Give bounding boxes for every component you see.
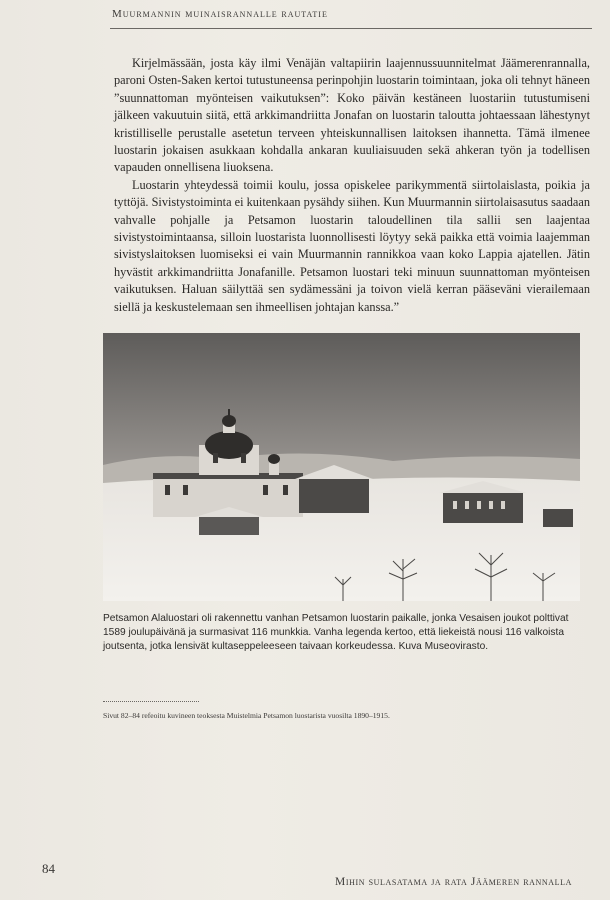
footnote: Sivut 82–84 refeoitu kuvineen teoksesta Muistelmia Petsamon luostarista vuosilta 1890–1915.	[103, 711, 390, 720]
paragraph: Luostarin yhteydessä toimii koulu, jossa opiskelee parikymmentä siirtolaislasta, poikia ja tyttöjä. Sivistystoiminta ei kuitenkaan pysähdy siihen. Kun Muurmannin siirtolaisasutus saadaan vahvalle pohjalle ja Petsamon luostarin taloudellinen tila sallii sen laajentaa sivistystoimintaansa, silloin luostarista luonnollisesti löytyy sekä paikka että voimia laajemman sivistyslaitoksen luomiseksi ei vain Muurmannin rannikkoa vaan koko Lappia ajatellen. Jätin hyvästit arkkimandriitta Jonafanille. Petsamon luostari teki minuun suunnattoman myönteisen vaikutuksen. Haluan säilyttää sen sydämessäni ja toivon vielä kerran pääseväni vierailemaan siellä ja keskustelemaan sen ihmeellisen johtajan kanssa.”	[114, 177, 590, 314]
header-rule	[110, 28, 592, 29]
footnote-rule	[103, 701, 199, 702]
running-head: Muurmannin muinaisrannalle rautatie	[112, 8, 328, 20]
body-text	[114, 55, 590, 316]
page-number: 84	[42, 861, 55, 876]
paragraph: Kirjelmässään, josta käy ilmi Venäjän valtapiirin laajennussuunnitelmat Jäämerenrannalla, paroni Osten-Saken kertoi tutustuneensa perinpohjin luostarin toimintaan, joka oli tehnyt häneen ”suunnattoman myönteisen vaikutuksen”: Koko päivän kestäneen luostariin tutustumiseni jälkeen vakuutuin siitä, että arkkimandriitta Jonafan on luostarin taloutta johtaessaan lähestynyt kristilliselle perustalle asetetun terveen yhteiskunnallisen laitoksen ihannetta. Tämä ilmenee luostarin jokaisen asukkaan kohdalla ankaran kuuliaisuuden sekä ahkeran työn ja todellisen vapauden onnellisena liuoksena.	[114, 56, 590, 175]
monastery-photo-illustration	[103, 333, 580, 601]
monastery-photo	[103, 333, 580, 601]
running-foot: Mihin sulasatama ja rata Jäämeren rannalla	[335, 876, 572, 888]
photo-caption: Petsamon Alaluostari oli rakennettu vanhan Petsamon luostarin paikalle, jonka Vesaisen joukot polttivat 1589 joulupäivänä ja surmasivat 116 munkkia. Vanha legenda kertoo, että liekeistä nousi 116 valkoista joutsenta, jotka lensivät kultaseppeleeseen taivaan korkeudessa. Kuva Museovirasto.	[103, 613, 569, 652]
